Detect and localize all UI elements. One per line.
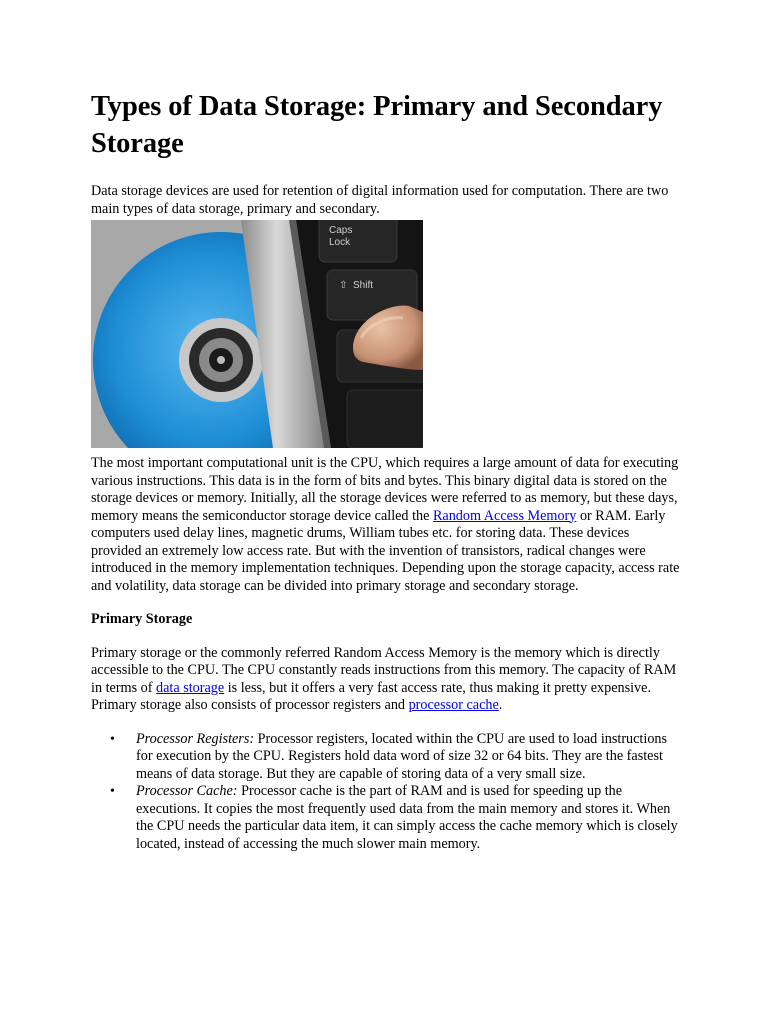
list-item-text: Processor cache is the part of RAM and is used for speeding up the executions. It copies the most frequently used data from the main memory and stores it. When the CPU needs the particular data item, it can simply access the cache memory which is closely located, instead of accessing the much slower main memory. (136, 783, 678, 852)
page-title: Types of Data Storage: Primary and Secondary Storage (91, 91, 663, 159)
random-access-memory-link[interactable]: Random Access Memory (432, 507, 577, 524)
data-storage-link[interactable]: data storage (156, 679, 225, 696)
bullet-icon: • (110, 731, 115, 747)
intro-paragraph: Data storage devices are used for retention of digital information used for computation. There are two main types of data storage, primary and secondary. (91, 183, 669, 217)
processor-cache-link[interactable]: processor cache (408, 697, 499, 713)
storage-photo (91, 220, 423, 448)
bullet-icon: • (110, 784, 115, 799)
storage-types-list (91, 731, 681, 854)
shift-arrow-icon: ⇧ (339, 280, 348, 291)
svg-text:Shift: Shift (353, 280, 374, 291)
caps-lock-key (319, 220, 397, 262)
svg-text:Caps: Caps (329, 225, 353, 236)
article (91, 88, 681, 853)
primary-storage-heading: Primary Storage (91, 611, 193, 627)
cpu-paragraph: The most important computational unit is the CPU, which requires a large amount of data for executing various instructions. This data is in the form of bits and bytes. This binary digital data is stored on the storage devices or memory. Initially, all the storage devices were referred to as memory, but these days, memory means the semiconductor storage device called the Random Access Memory or RAM. Early computers used delay lines, magnetic drums, William tubes etc. for storing data. These devices provided an extremely low access rate. But with the invention of transistors, radical changes were introduced in the memory implementation techniques. Depending upon the storage capacity, access rate and volatility, data storage can be divided into primary storage and secondary storage. (91, 455, 680, 594)
list-item-processor-cache (91, 783, 681, 853)
primary-storage-paragraph: Primary storage or the commonly referred Random Access Memory is the memory which is directly accessible to the CPU. The CPU constantly reads instructions from this memory. The capacity of RAM in terms of data storage is less, but it offers a very fast access rate, thus making it pretty expensive. Primary storage also consists of processor registers and processor cache. (91, 644, 677, 713)
term-label: Processor Cache: (136, 783, 238, 799)
list-item-processor-registers (91, 731, 681, 784)
list-item-text: Processor registers, located within the CPU are used to load instructions for execution by the CPU. Registers hold data word of size 32 or 64 bits. They are the fastest means of data storage. But they are capable of storing data of a very small size. (136, 730, 668, 782)
svg-text:Lock: Lock (329, 237, 351, 248)
term-label: Processor Registers: (136, 730, 255, 747)
